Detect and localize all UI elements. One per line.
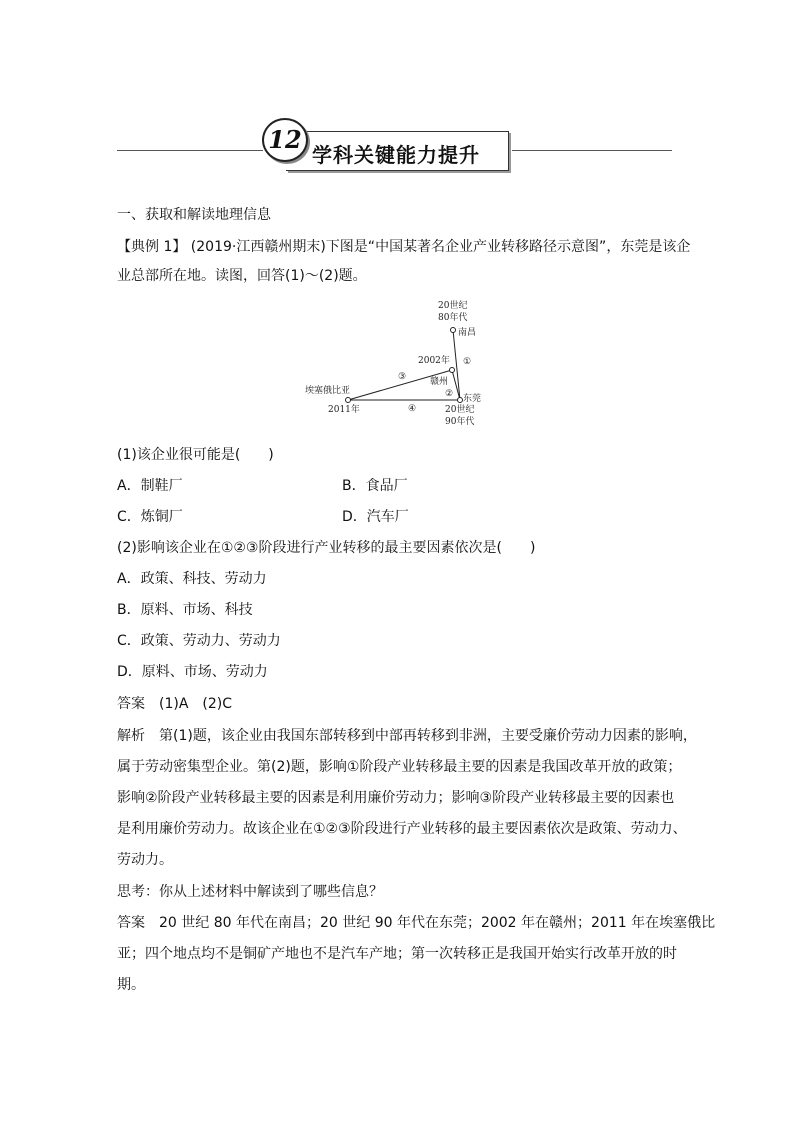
- example-intro-line-1: 【典例 1】 (2019·江西赣州期末)下图是“中国某著名企业产业转移路径示意图”，东莞是该企: [117, 239, 691, 255]
- label-stage-4: ④: [408, 404, 417, 414]
- analysis-line: 解析 第(1)题，该企业由我国东部转移到中部再转移到非洲，主要受廉价劳动力因素的影响，: [117, 728, 697, 744]
- q2-option-b: B．原料、市场、科技: [117, 602, 253, 618]
- route-nanchang-dongguan: [453, 330, 460, 400]
- header-rule-left: [117, 150, 263, 151]
- node-nanchang: [451, 328, 456, 333]
- label-nanchang: 南昌: [458, 328, 477, 338]
- label-stage-2: ②: [445, 389, 454, 399]
- think-answer-line: 答案 20 世纪 80 年代在南昌；20 世纪 90 年代在东莞；2002 年在赣州；2011 年在埃塞俄比: [117, 915, 716, 931]
- industry-transfer-diagram: [300, 298, 520, 433]
- q1-stem: (1)该企业很可能是( ): [117, 447, 274, 463]
- q1-option-a: A．制鞋厂: [117, 478, 183, 494]
- page-title: 学科关键能力提升: [312, 143, 480, 167]
- q2-stem: (2)影响该企业在①②③阶段进行产业转移的最主要因素依次是( ): [117, 540, 536, 556]
- node-dongguan: [458, 398, 463, 403]
- answer: 答案 (1)A (2)C: [117, 696, 233, 712]
- label-stage-3: ③: [398, 372, 407, 382]
- analysis-line: 影响②阶段产业转移最主要的因素是利用廉价劳动力；影响③阶段产业转移最主要的因素也: [117, 790, 675, 806]
- analysis-line: 劳动力。: [117, 852, 173, 868]
- think-answer-line: 亚；四个地点均不是铜矿产地也不是汽车产地；第一次转移正是我国开始实行改革开放的时: [117, 946, 677, 962]
- q2-option-d: D．原料、市场、劳动力: [117, 664, 268, 680]
- header-rule-right: [512, 150, 672, 151]
- analysis-line: 是利用廉价劳动力。故该企业在①②③阶段进行产业转移的最主要因素依次是政策、劳动力、: [117, 821, 687, 837]
- label-ganzhou: 赣州: [430, 377, 449, 387]
- label-ethiopia-year: 2011年: [328, 405, 360, 415]
- section-heading: 一、获取和解读地理信息: [117, 207, 271, 223]
- label-ethiopia: 埃塞俄比亚: [305, 386, 351, 396]
- q2-option-a: A．政策、科技、劳动力: [117, 571, 267, 587]
- section-number-badge: 12: [262, 118, 308, 162]
- think-question: 思考：你从上述材料中解读到了哪些信息？: [117, 884, 383, 900]
- example-intro-line-2: 业总部所在地。读图，回答(1)～(2)题。: [117, 268, 367, 284]
- label-nanchang-period2: 80年代: [438, 313, 468, 323]
- label-dongguan: 东莞: [463, 394, 482, 404]
- label-stage-1: ①: [463, 357, 472, 367]
- q1-option-c: C．炼铜厂: [117, 509, 183, 525]
- think-answer-line: 期。: [117, 977, 145, 993]
- label-dongguan-period2: 90年代: [445, 417, 475, 427]
- q2-option-c: C．政策、劳动力、劳动力: [117, 633, 281, 649]
- analysis-line: 属于劳动密集型企业。第(2)题，影响①阶段产业转移最主要的因素是我国改革开放的政策；: [117, 759, 682, 775]
- label-ganzhou-year: 2002年: [418, 356, 450, 366]
- q1-option-d: D．汽车厂: [342, 509, 409, 525]
- label-dongguan-period: 20世纪: [445, 405, 475, 415]
- node-ethiopia: [346, 398, 351, 403]
- label-nanchang-period: 20世纪: [438, 301, 468, 311]
- node-ganzhou: [450, 368, 455, 373]
- q1-option-b: B．食品厂: [342, 478, 408, 494]
